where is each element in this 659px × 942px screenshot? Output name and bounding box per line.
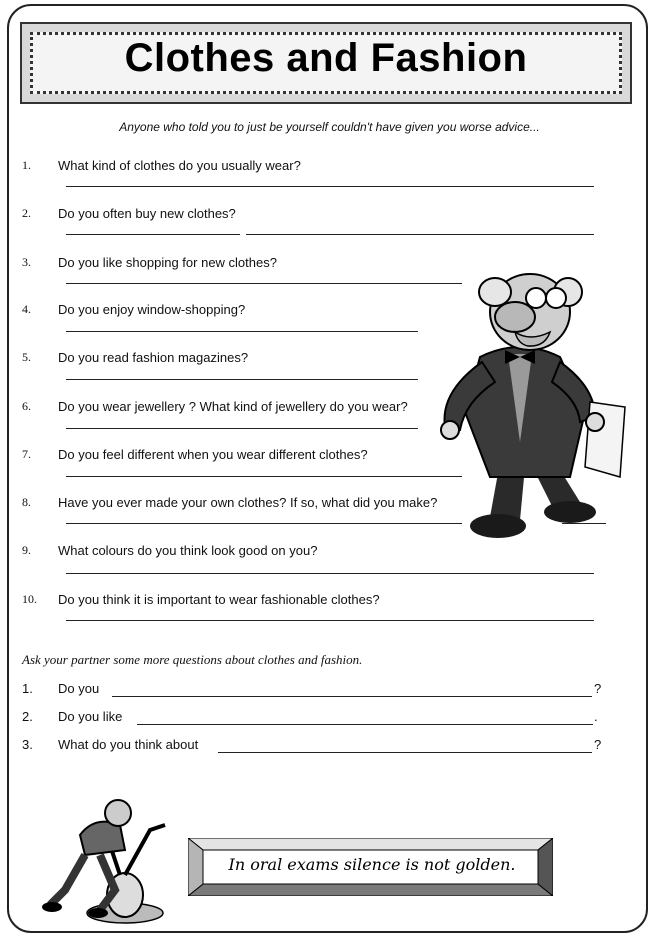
subtitle-quote: Anyone who told you to just be yourself couldn't have given you worse advice...	[119, 120, 540, 134]
answer-line[interactable]	[66, 620, 594, 621]
question-number: 6.	[22, 399, 31, 413]
section-heading: Ask your partner some more questions about clothes and fashion.	[22, 652, 363, 667]
answer-line[interactable]	[66, 331, 418, 332]
question-end-mark: ?	[594, 681, 602, 696]
question-text: What colours do you think look good on you?	[58, 543, 318, 558]
question-number: 3.	[22, 737, 33, 752]
question-text: Do you enjoy window-shopping?	[58, 302, 246, 317]
answer-line[interactable]	[66, 428, 418, 429]
answer-line[interactable]	[66, 573, 594, 574]
question-text: What do you think about	[58, 737, 199, 752]
page-title: Clothes and Fashion	[124, 36, 528, 80]
answer-line[interactable]	[66, 186, 594, 187]
banner-quote: In oral exams silence is not golden.	[228, 855, 516, 874]
question-text: Do you	[58, 681, 100, 696]
question-text: Do you often buy new clothes?	[58, 206, 236, 221]
question-text: Do you think it is important to wear fashionable clothes?	[58, 592, 380, 607]
old-man-suit-icon	[420, 262, 630, 552]
question-end-mark: ?	[594, 737, 602, 752]
question-number: 9.	[22, 543, 31, 557]
question-text: Do you feel different when you wear different clothes?	[58, 447, 368, 462]
question-number: 1.	[22, 158, 31, 172]
answer-line[interactable]	[66, 283, 462, 284]
question-number: 5.	[22, 350, 31, 364]
answer-line[interactable]	[218, 752, 592, 753]
answer-line[interactable]	[246, 234, 594, 235]
answer-line[interactable]	[112, 696, 592, 697]
question-number: 2.	[22, 206, 31, 220]
question-number: 2.	[22, 709, 33, 724]
question-text: Do you read fashion magazines?	[58, 350, 249, 365]
answer-line[interactable]	[66, 234, 240, 235]
question-text: Do you wear jewellery ? What kind of jewellery do you wear?	[58, 399, 408, 414]
answer-line[interactable]	[66, 476, 462, 477]
question-end-mark: .	[594, 709, 598, 724]
answer-line[interactable]	[66, 379, 418, 380]
cyclist-icon	[40, 795, 180, 925]
question-number: 10.	[22, 592, 37, 606]
answer-line[interactable]	[137, 724, 593, 725]
question-number: 3.	[22, 255, 31, 269]
question-text: Have you ever made your own clothes? If so, what did you make?	[58, 495, 438, 510]
question-number: 1.	[22, 681, 33, 696]
title-box	[20, 22, 632, 104]
question-text: Do you like	[58, 709, 123, 724]
question-number: 7.	[22, 447, 31, 461]
question-number: 8.	[22, 495, 31, 509]
answer-line[interactable]	[66, 523, 462, 524]
question-number: 4.	[22, 302, 31, 316]
question-text: Do you like shopping for new clothes?	[58, 255, 277, 270]
question-text: What kind of clothes do you usually wear?	[58, 158, 301, 173]
